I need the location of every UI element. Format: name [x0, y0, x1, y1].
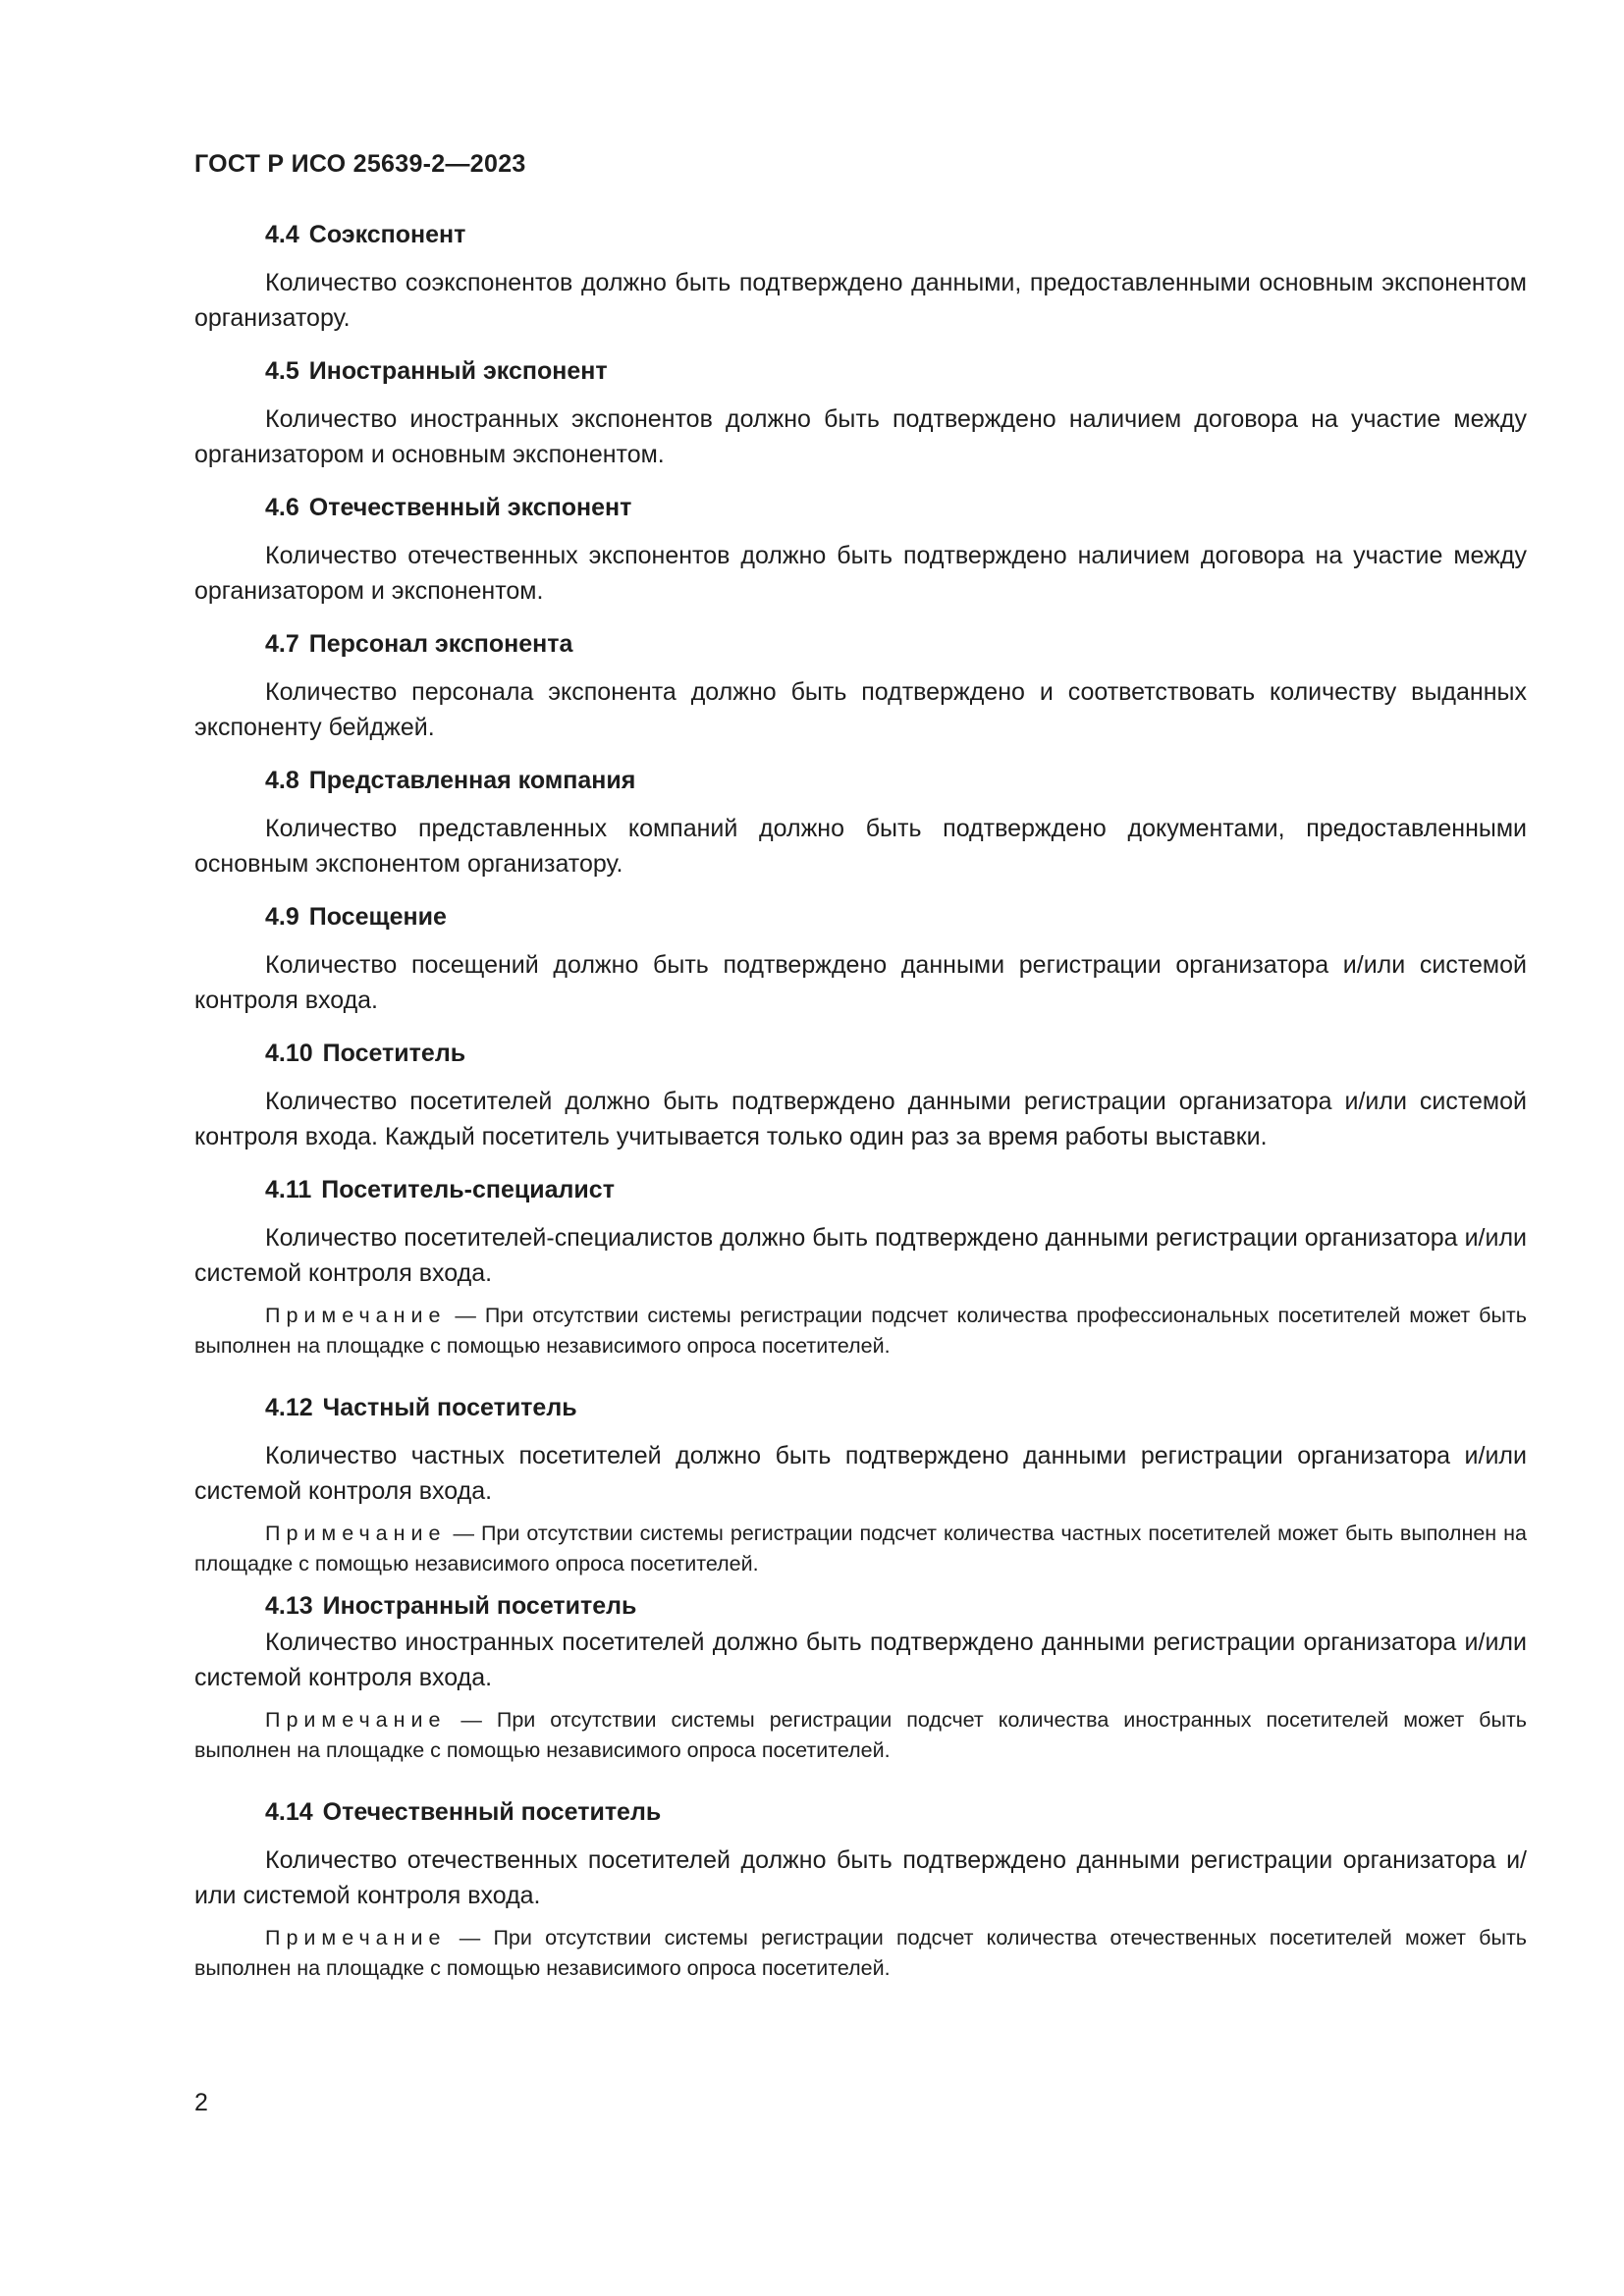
section-4-12	[194, 1391, 1527, 1579]
note-text: — При отсутствии системы регистрации подсчет количества частных посетителей может быть выполнен на площадке с помощью независимого опроса посетителей.	[194, 1522, 1527, 1575]
section-number: 4.5	[265, 357, 299, 385]
section-4-9	[194, 900, 1527, 1018]
section-number: 4.6	[265, 494, 299, 521]
note-label: Примечание	[265, 1522, 447, 1545]
note-text: — При отсутствии системы регистрации подсчет количества отечественных посетителей может быть выполнен на площадке с помощью независимого опроса посетителей.	[194, 1926, 1527, 1980]
section-number: 4.12	[265, 1394, 313, 1421]
section-heading	[265, 1173, 1527, 1206]
section-title: Посещение	[308, 903, 447, 931]
section-title: Посетитель-специалист	[321, 1176, 615, 1203]
section-paragraph: Количество посещений должно быть подтверждено данными регистрации организатора и/или системой контроля входа.	[194, 951, 1527, 1014]
note	[194, 1519, 1527, 1579]
section-4-14	[194, 1795, 1527, 1984]
section-number: 4.8	[265, 767, 299, 794]
section-heading	[265, 900, 1527, 934]
section-paragraph: Количество персонала экспонента должно быть подтверждено и соответствовать количеству выданных экспоненту бейджей.	[194, 678, 1527, 741]
section-number: 4.10	[265, 1040, 313, 1067]
section-title: Соэкспонент	[308, 221, 466, 248]
section-title: Представленная компания	[308, 767, 636, 794]
section-heading	[265, 627, 1527, 661]
section-number: 4.11	[265, 1176, 312, 1203]
section-paragraph: Количество представленных компаний должно быть подтверждено документами, предоставленными основным экспонентом организатору.	[194, 815, 1527, 878]
section-4-7	[194, 627, 1527, 745]
section-heading	[265, 764, 1527, 797]
section-paragraph: Количество иностранных экспонентов должно быть подтверждено наличием договора на участие между организатором и основным экспонентом.	[194, 405, 1527, 468]
section-paragraph: Количество иностранных посетителей должно быть подтверждено данными регистрации организатора и/или системой контроля входа.	[194, 1629, 1527, 1691]
document-code-header: ГОСТ Р ИСО 25639-2—2023	[194, 150, 526, 178]
note-text: — При отсутствии системы регистрации подсчет количества иностранных посетителей может быть выполнен на площадке с помощью независимого опроса посетителей.	[194, 1708, 1527, 1762]
section-paragraph: Количество соэкспонентов должно быть подтверждено данными, предоставленными основным экспонентом организатору.	[194, 269, 1527, 332]
section-heading	[265, 354, 1527, 388]
section-heading	[265, 1589, 1527, 1623]
section-4-10	[194, 1037, 1527, 1154]
section-heading	[265, 218, 1527, 251]
section-number: 4.4	[265, 221, 299, 248]
note	[194, 1705, 1527, 1766]
section-4-4	[194, 218, 1527, 336]
section-title: Частный посетитель	[322, 1394, 577, 1421]
section-4-6	[194, 491, 1527, 609]
section-title: Отечественный экспонент	[308, 494, 632, 521]
section-number: 4.7	[265, 630, 299, 658]
section-number: 4.14	[265, 1798, 313, 1826]
section-title: Иностранный экспонент	[308, 357, 608, 385]
section-paragraph: Количество посетителей должно быть подтверждено данными регистрации организатора и/или системой контроля входа. Каждый посетитель учитывается только один раз за время работы выставки.	[194, 1088, 1527, 1150]
section-paragraph: Количество частных посетителей должно быть подтверждено данными регистрации организатора и/или системой контроля входа.	[194, 1442, 1527, 1505]
section-4-8	[194, 764, 1527, 881]
section-title: Иностранный посетитель	[322, 1592, 637, 1620]
note	[194, 1301, 1527, 1362]
section-heading	[265, 1037, 1527, 1070]
section-heading	[265, 1795, 1527, 1829]
note-label: Примечание	[265, 1926, 447, 1949]
section-paragraph: Количество отечественных посетителей должно быть подтверждено данными регистрации организатора и/или системой контроля входа.	[194, 1846, 1527, 1909]
page-number: 2	[194, 2089, 208, 2116]
note-label: Примечание	[265, 1708, 447, 1732]
section-number: 4.9	[265, 903, 299, 931]
section-heading	[265, 491, 1527, 524]
section-paragraph: Количество отечественных экспонентов должно быть подтверждено наличием договора на участие между организатором и экспонентом.	[194, 542, 1527, 605]
section-title: Посетитель	[322, 1040, 466, 1067]
section-paragraph: Количество посетителей-специалистов должно быть подтверждено данными регистрации организатора и/или системой контроля входа.	[194, 1224, 1527, 1287]
note	[194, 1923, 1527, 1984]
section-heading	[265, 1391, 1527, 1424]
section-title: Персонал экспонента	[308, 630, 573, 658]
section-4-11	[194, 1173, 1527, 1362]
note-text: — При отсутствии системы регистрации подсчет количества профессиональных посетителей может быть выполнен на площадке с помощью независимого опроса посетителей.	[194, 1304, 1527, 1358]
section-4-5	[194, 354, 1527, 472]
section-title: Отечественный посетитель	[322, 1798, 662, 1826]
note-label: Примечание	[265, 1304, 447, 1327]
section-number: 4.13	[265, 1592, 313, 1620]
section-4-13	[194, 1589, 1527, 1766]
document-content	[194, 218, 1527, 1984]
